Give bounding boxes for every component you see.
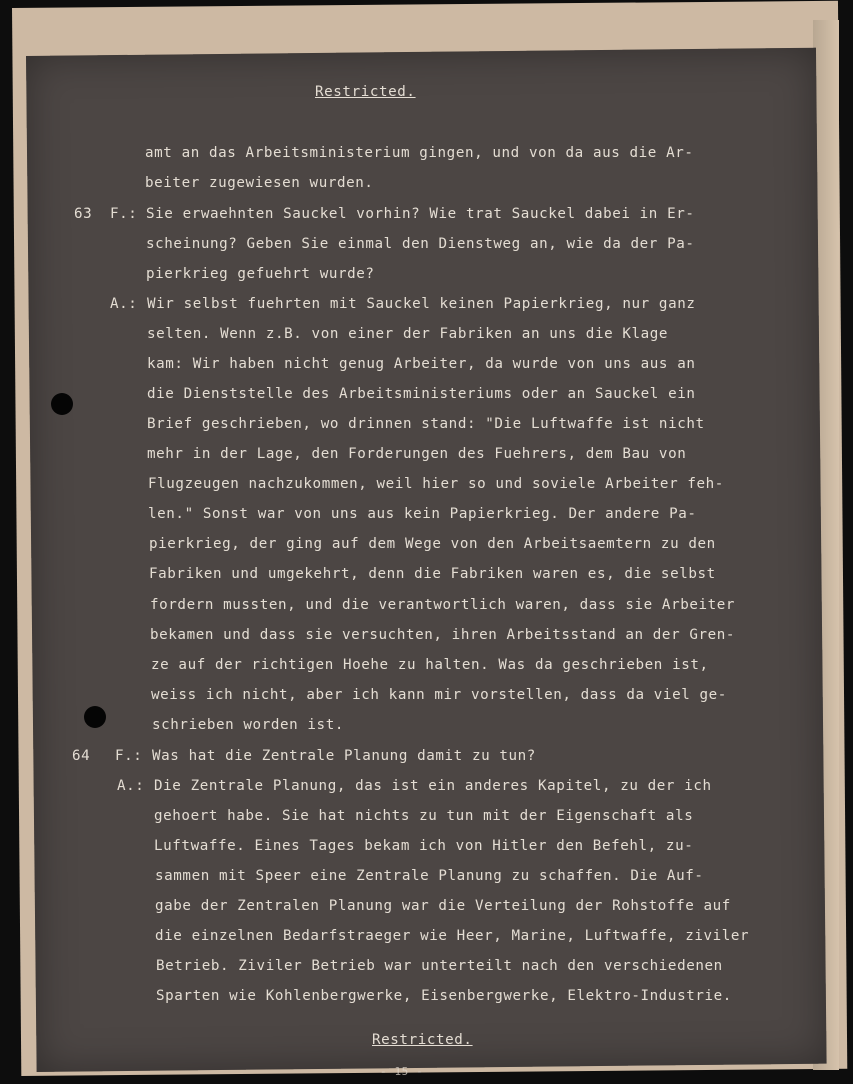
text-line: kam: Wir haben nicht genug Arbeiter, da wurde von uns aus an <box>147 356 696 372</box>
text-line: mehr in der Lage, den Forderungen des Fuehrers, dem Bau von <box>147 446 687 462</box>
text-line: gehoert habe. Sie hat nichts zu tun mit der Eigenschaft als <box>154 808 694 824</box>
text-line: amt an das Arbeitsministerium gingen, und von da aus die Ar- <box>145 145 694 161</box>
text-line: gabe der Zentralen Planung war die Verteilung der Rohstoffe auf <box>155 898 731 914</box>
text-line: fordern mussten, und die verantwortlich waren, dass sie Arbeiter <box>150 597 736 613</box>
text-line: sammen mit Speer eine Zentrale Planung zu schaffen. Die Auf- <box>155 868 704 884</box>
text-line: pierkrieg gefuehrt wurde? <box>146 266 375 282</box>
speaker-label: F.: <box>110 206 138 222</box>
text-line: selten. Wenn z.B. von einer der Fabriken an uns die Klage <box>147 326 669 342</box>
text-line: Fabriken und umgekehrt, denn die Fabriken waren es, die selbst <box>149 566 716 582</box>
text-line: Luftwaffe. Eines Tages bekam ich von Hitler den Befehl, zu- <box>154 838 694 854</box>
text-line: weiss ich nicht, aber ich kann mir vorstellen, dass da viel ge- <box>151 687 727 703</box>
text-line: scheinung? Geben Sie einmal den Dienstweg an, wie da der Pa- <box>146 236 695 252</box>
text-line: Was hat die Zentrale Planung damit zu tun? <box>152 748 536 764</box>
text-line: Wir selbst fuehrten mit Sauckel keinen Papierkrieg, nur ganz <box>147 296 696 312</box>
page-number: - 15 - <box>380 1065 424 1078</box>
question-number: 64 <box>72 748 91 764</box>
text-line: ze auf der richtigen Hoehe zu halten. Was da geschrieben ist, <box>151 657 709 673</box>
text-line: Brief geschrieben, wo drinnen stand: "Die Luftwaffe ist nicht <box>147 416 705 432</box>
speaker-label: A.: <box>117 778 145 794</box>
text-line: beiter zugewiesen wurden. <box>145 175 374 191</box>
speaker-label: F.: <box>115 748 143 764</box>
question-number: 63 <box>74 206 93 222</box>
text-line: pierkrieg, der ging auf dem Wege von den Arbeitsaemtern zu den <box>149 536 716 552</box>
text-line: die Dienststelle des Arbeitsministeriums oder an Sauckel ein <box>147 386 696 402</box>
text-line: schrieben worden ist. <box>152 717 344 733</box>
text-line: len." Sonst war von uns aus kein Papierkrieg. Der andere Pa- <box>148 506 697 522</box>
text-line: die einzelnen Bedarfstraeger wie Heer, Marine, Luftwaffe, ziviler <box>155 928 750 944</box>
header-title: Restricted. <box>315 84 416 100</box>
text-line: Die Zentrale Planung, das ist ein anderes Kapitel, zu der ich <box>154 778 712 794</box>
speaker-label: A.: <box>110 296 138 312</box>
text-line: Flugzeugen nachzukommen, weil hier so und soviele Arbeiter feh- <box>148 476 724 492</box>
text-line: Betrieb. Ziviler Betrieb war unterteilt nach den verschiedenen <box>156 958 723 974</box>
text-line: Sie erwaehnten Sauckel vorhin? Wie trat Sauckel dabei in Er- <box>146 206 695 222</box>
footer-title: Restricted. <box>372 1032 473 1048</box>
text-line: bekamen und dass sie versuchten, ihren Arbeitsstand an der Gren- <box>150 627 736 643</box>
text-line: Sparten wie Kohlenbergwerke, Eisenbergwerke, Elektro-Industrie. <box>156 988 732 1004</box>
